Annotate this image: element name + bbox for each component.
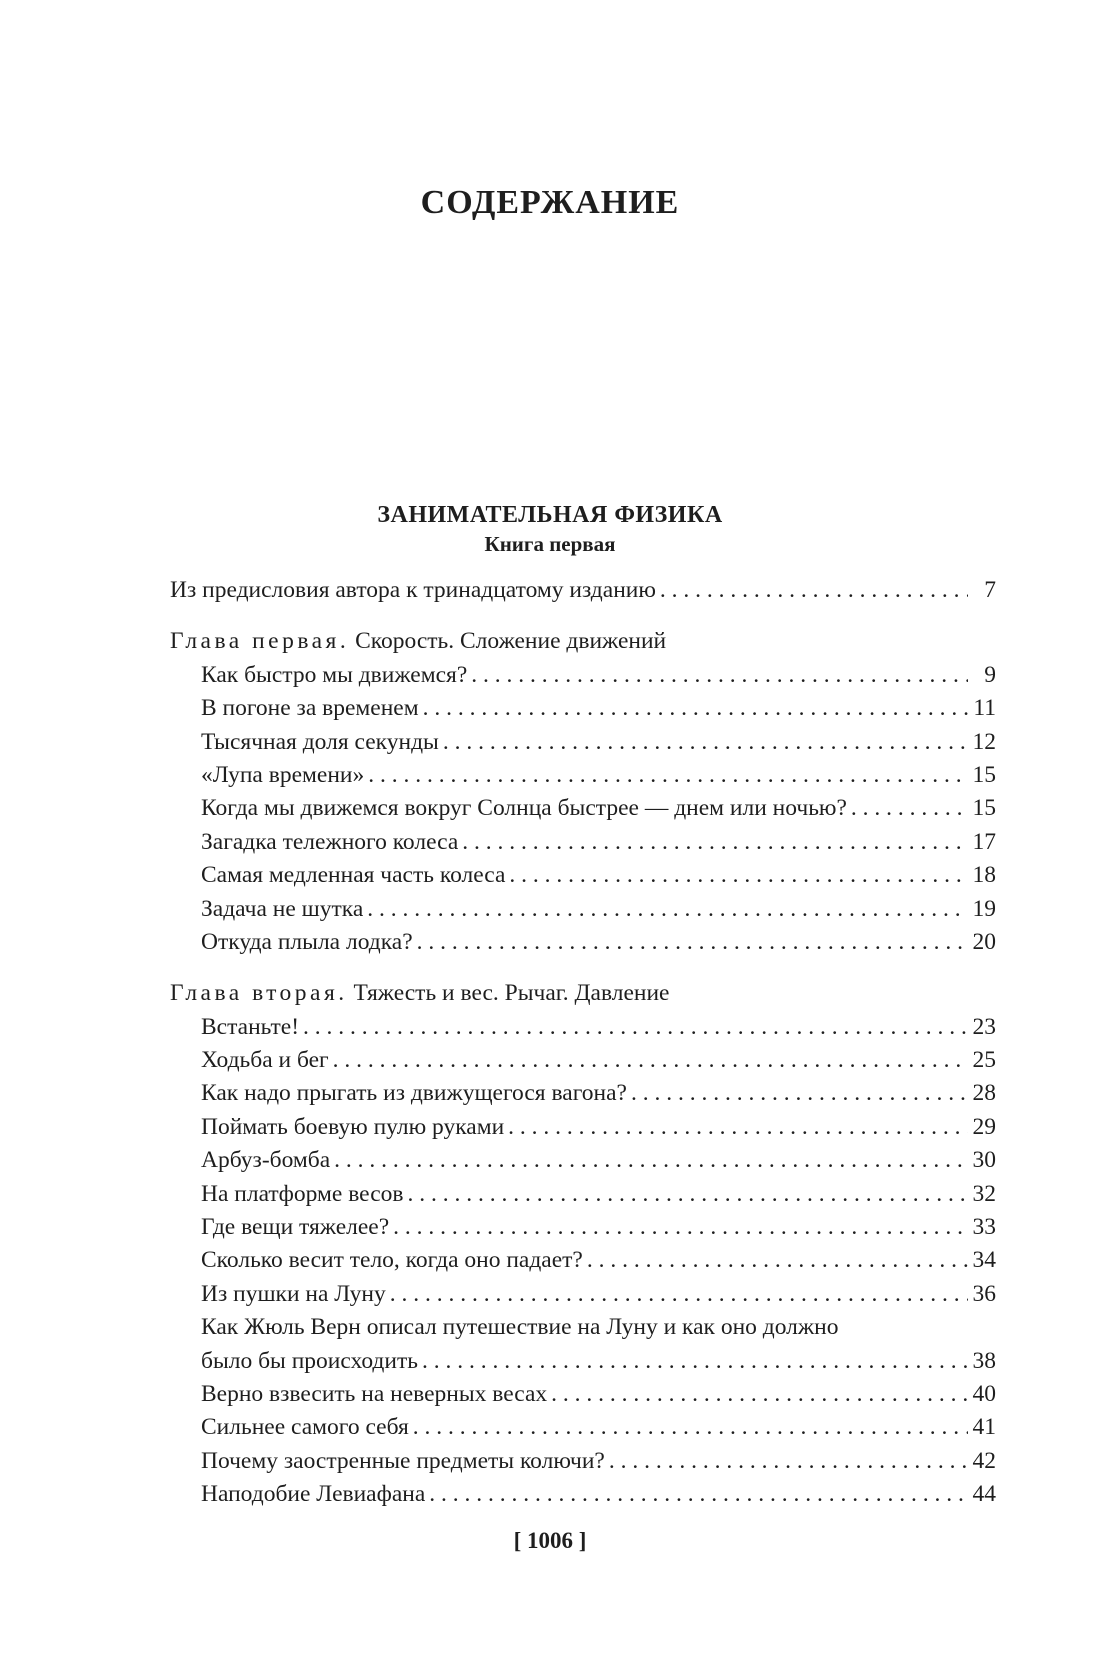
toc-entry[interactable]: [170, 1144, 996, 1177]
toc-entry-page: 15: [972, 795, 996, 822]
toc-entry-title: Тысячная доля секунды: [201, 728, 439, 755]
toc-entry[interactable]: [170, 726, 996, 759]
toc-entry[interactable]: [170, 1345, 996, 1378]
toc-entry-title: «Лупа времени»: [201, 761, 365, 788]
toc-entry-page: 41: [972, 1414, 996, 1441]
toc-entry-page: 29: [972, 1113, 996, 1140]
toc-entry-title: Встаньте!: [201, 1013, 300, 1040]
toc-entry-title: Где вещи тяжелее?: [201, 1214, 390, 1241]
toc-entry[interactable]: [170, 1378, 996, 1411]
toc-entry-page: 19: [972, 895, 996, 922]
toc-entry[interactable]: [170, 1244, 996, 1277]
table-of-contents: [170, 574, 996, 1512]
toc-entry-page: 9: [984, 661, 996, 688]
toc-entry-page: 30: [972, 1147, 996, 1174]
toc-entry[interactable]: [170, 859, 996, 892]
book-title: ЗАНИМАТЕЛЬНАЯ ФИЗИКА: [377, 502, 723, 528]
chapter-heading: [170, 625, 996, 658]
toc-entry-title: Самая медленная часть колеса: [201, 862, 506, 889]
book-header: [0, 500, 1100, 558]
dot-leader: [417, 926, 968, 959]
chapter-title: Тяжесть и вес. Рычаг. Давление: [353, 980, 670, 1007]
toc-entry-page: 25: [972, 1047, 996, 1074]
dot-leader: [333, 1044, 968, 1077]
toc-entry[interactable]: [170, 893, 996, 926]
toc-entry[interactable]: [170, 1178, 996, 1211]
toc-entry-title: Как быстро мы движемся?: [201, 661, 468, 688]
toc-entry-title: Ходьба и бег: [201, 1047, 329, 1074]
toc-entry-title: Сколько весит тело, когда оно падает?: [201, 1247, 583, 1274]
toc-entry-title: Сильнее самого себя: [201, 1414, 409, 1441]
toc-entry[interactable]: [170, 692, 996, 725]
toc-entry[interactable]: [170, 1478, 996, 1511]
book-subtitle: Книга первая: [484, 532, 616, 556]
toc-entry-page: 12: [972, 728, 996, 755]
dot-leader: [443, 726, 968, 759]
toc-entry[interactable]: [170, 1011, 996, 1044]
toc-entry-title-line1[interactable]: Как Жюль Верн описал путешествие на Луну и как оно должно: [201, 1314, 839, 1341]
dot-leader: [422, 1345, 968, 1378]
toc-entry-title: Верно взвесить на неверных весах: [201, 1380, 548, 1407]
toc-entry-preface[interactable]: [170, 574, 996, 607]
toc-entry-page: 32: [972, 1180, 996, 1207]
toc-entry[interactable]: [170, 792, 996, 825]
toc-entry[interactable]: [170, 1077, 996, 1110]
page-number: [ 1006 ]: [513, 1528, 587, 1553]
dot-leader: [390, 1278, 968, 1311]
toc-entry-page: 20: [972, 928, 996, 955]
toc-entry[interactable]: [170, 1278, 996, 1311]
dot-leader: [471, 659, 968, 692]
dot-leader: [407, 1178, 968, 1211]
toc-entry-page: 38: [972, 1347, 996, 1374]
toc-entry-page: 40: [972, 1380, 996, 1407]
dot-leader: [393, 1211, 968, 1244]
toc-entry-title: В погоне за временем: [201, 695, 419, 722]
dot-leader: [631, 1077, 968, 1110]
toc-entry-page: 28: [972, 1080, 996, 1107]
chapter-label: Глава первая.: [170, 628, 350, 655]
chapter-heading: [170, 977, 996, 1010]
toc-entry-title: Задача не шутка: [201, 895, 364, 922]
toc-entry[interactable]: [170, 1411, 996, 1444]
toc-entry-page: 17: [972, 828, 996, 855]
dot-leader: [429, 1478, 968, 1511]
dot-leader: [660, 574, 968, 607]
toc-entry-title: Из предисловия автора к тринадцатому изданию: [170, 577, 656, 603]
toc-entry-title: Почему заостренные предметы колючи?: [201, 1447, 605, 1474]
toc-entry-page: 15: [972, 761, 996, 788]
toc-entry-title: Когда мы движемся вокруг Солнца быстрее — днем или ночью?: [201, 795, 847, 822]
toc-entry[interactable]: [170, 759, 996, 792]
dot-leader: [609, 1445, 968, 1478]
dot-leader: [587, 1244, 968, 1277]
toc-entry-page: 11: [973, 695, 996, 722]
toc-entry-title: Наподобие Левиафана: [201, 1481, 426, 1508]
dot-leader: [508, 1111, 968, 1144]
page-title: СОДЕРЖАНИЕ: [420, 184, 680, 221]
toc-entry-page: 42: [972, 1447, 996, 1474]
toc-entry-page: 18: [972, 862, 996, 889]
toc-entry-page: 33: [972, 1214, 996, 1241]
toc-entry-page: 7: [984, 577, 996, 603]
dot-leader: [551, 1378, 968, 1411]
toc-entry-title: было бы происходить: [201, 1347, 418, 1374]
chapter-label: Глава вторая.: [170, 980, 348, 1007]
dot-leader: [413, 1411, 968, 1444]
dot-leader: [851, 792, 968, 825]
toc-entry-title: Поймать боевую пулю руками: [201, 1113, 505, 1140]
toc-entry-title: Загадка тележного колеса: [201, 828, 459, 855]
toc-entry-page: 34: [972, 1247, 996, 1274]
toc-entry-title: Как надо прыгать из движущегося вагона?: [201, 1080, 627, 1107]
dot-leader: [368, 759, 968, 792]
dot-leader: [423, 692, 968, 725]
toc-entry-title: На платформе весов: [201, 1180, 404, 1207]
chapter-title: Скорость. Сложение движений: [355, 628, 667, 655]
dot-leader: [462, 826, 968, 859]
dot-leader: [303, 1011, 968, 1044]
toc-entry[interactable]: [170, 1445, 996, 1478]
toc-entry-title: Из пушки на Луну: [201, 1280, 386, 1307]
dot-leader: [509, 859, 968, 892]
toc-entry-title: Откуда плыла лодка?: [201, 928, 413, 955]
toc-entry[interactable]: [170, 1211, 996, 1244]
toc-entry[interactable]: [170, 926, 996, 959]
toc-entry-page: 36: [972, 1280, 996, 1307]
dot-leader: [334, 1144, 968, 1177]
toc-entry[interactable]: [170, 659, 996, 692]
dot-leader: [367, 893, 968, 926]
toc-entry-title: Арбуз-бомба: [201, 1147, 331, 1174]
toc-entry[interactable]: [170, 826, 996, 859]
toc-entry[interactable]: [170, 1044, 996, 1077]
toc-entry-page: 44: [972, 1481, 996, 1508]
toc-entry-page: 23: [972, 1013, 996, 1040]
toc-entry[interactable]: [170, 1111, 996, 1144]
